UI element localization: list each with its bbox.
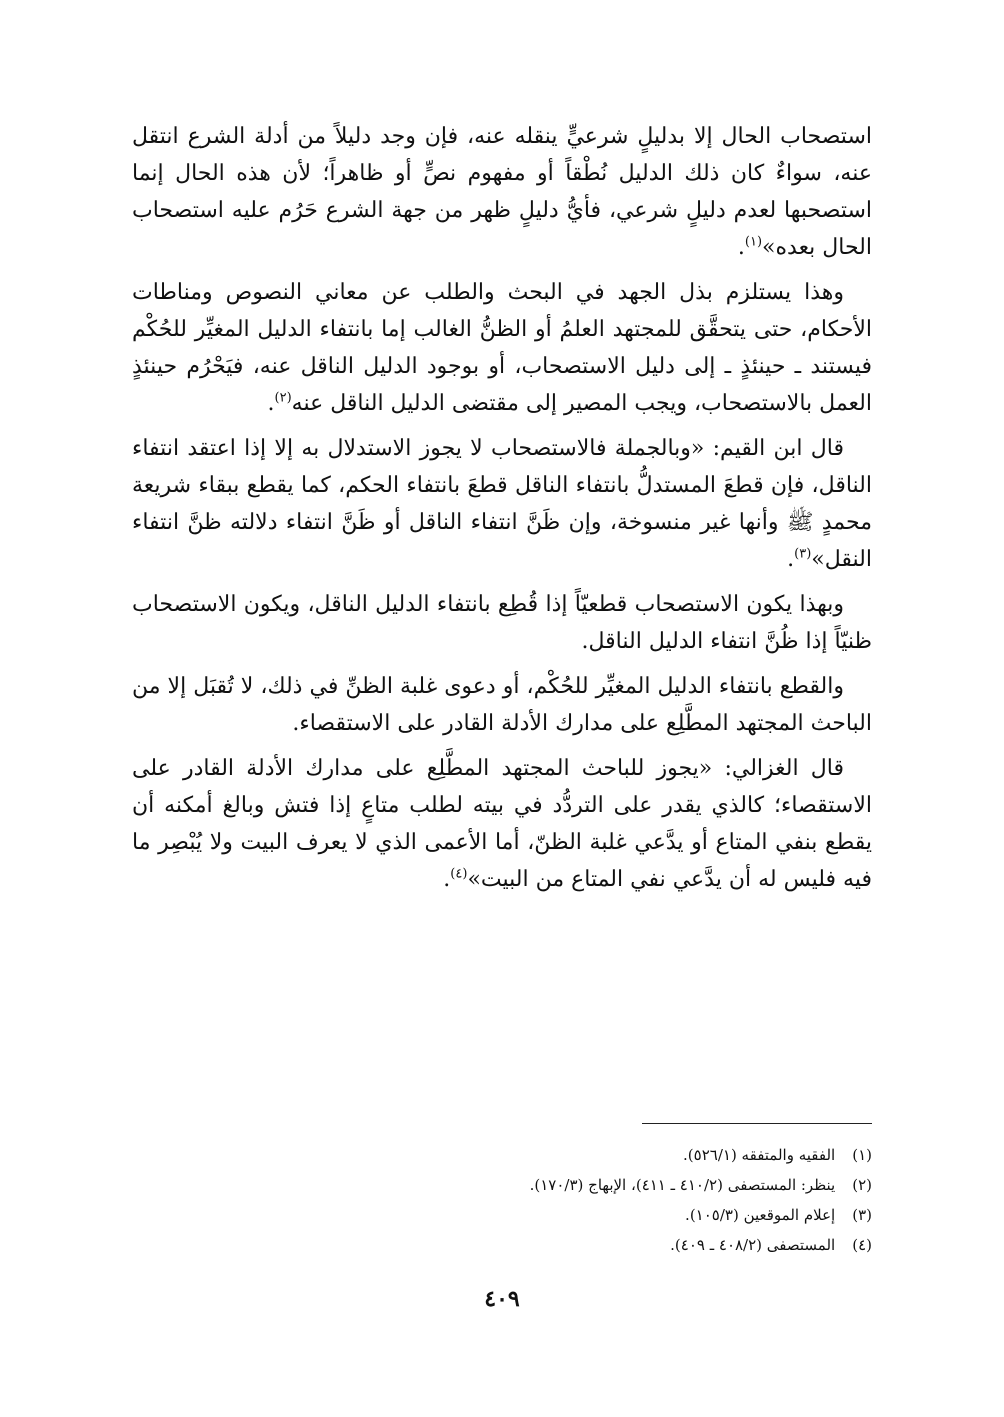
- footnote-text: إعلام الموقعين (١٠٥/٣).: [685, 1206, 836, 1224]
- paragraph: وبهذا يكون الاستصحاب قطعيّاً إذا قُطِع بانتفاء الدليل الناقل، ويكون الاستصحاب ظنيّاً إذا ظُنَّ انتفاء الدليل الناقل.: [132, 592, 872, 654]
- footnotes: [132, 1140, 872, 1260]
- footnote-separator: [642, 1123, 872, 1124]
- body-text: [132, 118, 872, 906]
- footnote-number: (٤): [852, 1236, 872, 1254]
- paragraph: قال الغزالي: «يجوز للباحث المجتهد المطَّلِع على مدارك الأدلة القادر على الاستقصاء؛ كالذي يقدر على التردُّد في بيته لطلب متاعٍ إذا فتش وبالغ أمكنه أن يقطع بنفي المتاع أو يدَّعي غلبة الظنّ، أما الأعمى الذي لا يعرف البيت ولا يُبْصِر ما فيه فليس له أن يدَّعي نفي المتاع من البيت»$^{(٤)}$.: [132, 756, 872, 892]
- footnote: [132, 1200, 872, 1230]
- page-number: ٤٠٩: [484, 1286, 520, 1312]
- footnote-ref[interactable]: (١): [744, 234, 763, 250]
- footnote-text: الفقيه والمتفقه (٥٢٦/١).: [683, 1146, 836, 1164]
- footnote-ref[interactable]: (٣): [794, 546, 812, 562]
- paragraph: والقطع بانتفاء الدليل المغيِّر للحُكْم، أو دعوى غلبة الظنِّ في ذلك، لا تُقبَل إلا من الباحث المجتهد المطَّلِع على مدارك الأدلة القادر على الاستقصاء.: [132, 674, 872, 736]
- paragraph: وهذا يستلزم بذل الجهد في البحث والطلب عن معاني النصوص ومناطات الأحكام، حتى يتحقَّق للمجتهد العلمُ أو الظنُّ الغالب إما بانتفاء الدليل المغيِّر للحُكْم فيستند ـ حينئذٍ ـ إلى دليل الاستصحاب، أو بوجود الدليل الناقل عنه، فيَحْرُم حينئذٍ العمل بالاستصحاب، ويجب المصير إلى مقتضى الدليل الناقل عنه$^{(٢)}$.: [132, 280, 872, 416]
- footnote-number: (٣): [852, 1206, 872, 1224]
- paragraph: قال ابن القيم: «وبالجملة فالاستصحاب لا يجوز الاستدلال به إلا إذا اعتقد انتفاء الناقل، فإن قطعَ المستدلُّ بانتفاء الناقل قطعَ بانتفاء الحكم، كما يقطع ببقاء شريعة محمدٍ ﷺ وأنها غير منسوخة، وإن ظَنَّ انتفاء الناقل أو ظَنَّ انتفاء دلالته ظنَّ انتفاء النقل»$^{(٣)}$.: [132, 436, 872, 572]
- footnote-ref[interactable]: (٤): [450, 866, 468, 882]
- footnote-text: ينظر: المستصفى (٤١٠/٢ ـ ٤١١)، الإبهاج (١٧٠/٣).: [529, 1176, 836, 1194]
- paragraph: استصحاب الحال إلا بدليلٍ شرعيٍّ ينقله عنه، فإن وجد دليلاً من أدلة الشرع انتقل عنه، سواءٌ كان ذلك الدليل نُطْقاً أو مفهوم نصٍّ أو ظاهراً؛ لأن هذه الحال إنما استصحبها لعدم دليلٍ شرعي، فأيُّ دليلٍ ظهر من جهة الشرع حَرُم عليه استصحاب الحال بعده»$^{(١)}$.: [132, 124, 872, 260]
- footnote-number: (٢): [852, 1176, 872, 1194]
- footnote: [132, 1170, 872, 1200]
- footnote-text: المستصفى (٤٠٨/٢ ـ ٤٠٩).: [670, 1236, 836, 1254]
- footnote: [132, 1140, 872, 1170]
- footnote-number: (١): [852, 1146, 872, 1164]
- footnote-ref[interactable]: (٢): [274, 390, 292, 406]
- footnote: [132, 1230, 872, 1260]
